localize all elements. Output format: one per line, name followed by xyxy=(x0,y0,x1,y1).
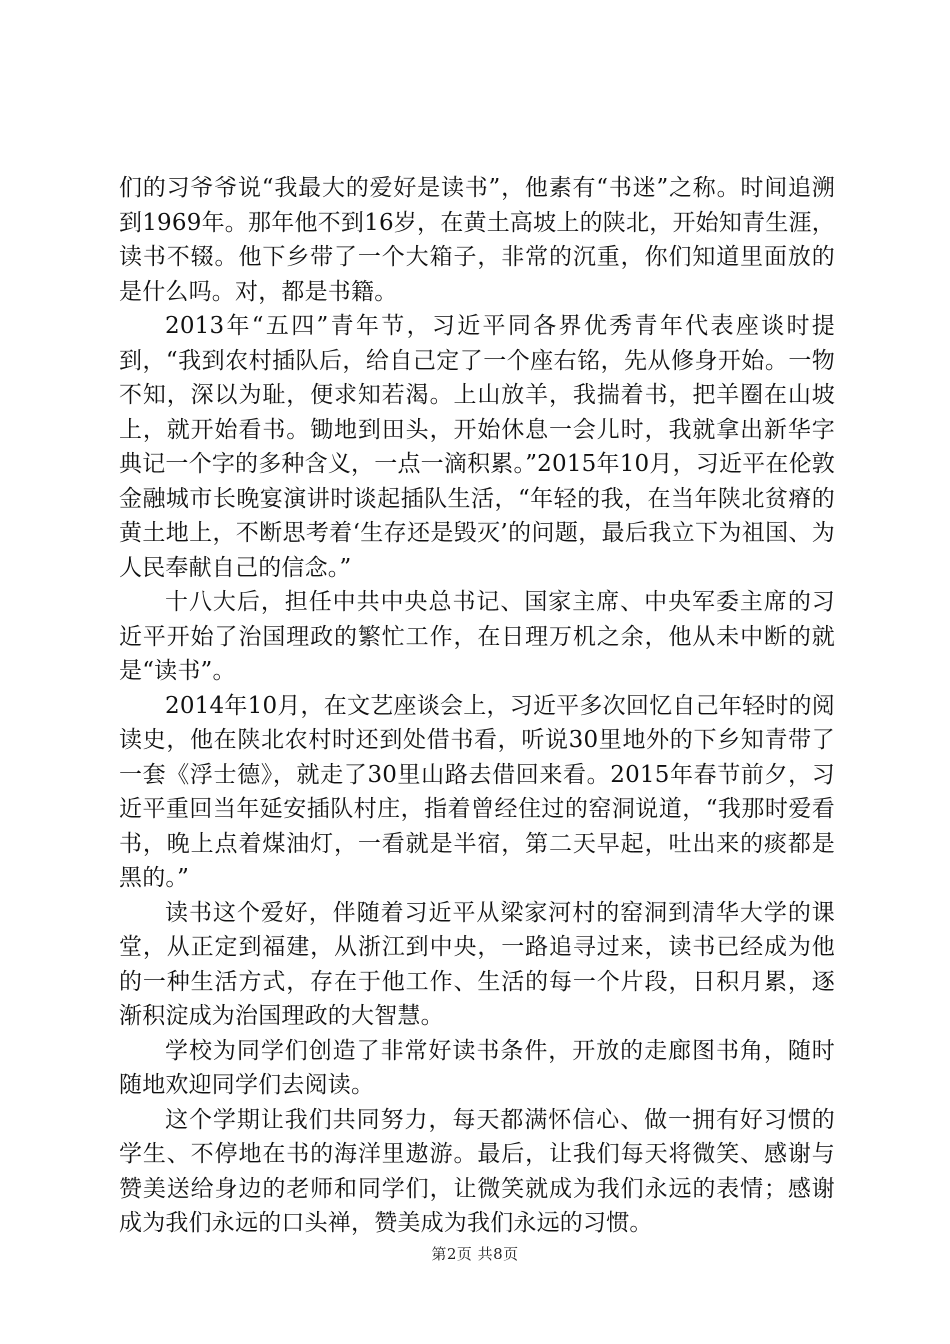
paragraph-4: 2014年10月，在文艺座谈会上，习近平多次回忆自己年轻时的阅读史，他在陕北农村时还到处借书看，听说30里地外的下乡知青带了一套《浮士德》，就走了30里山路去借回来看。2015年春节前夕，习近平重回当年延安插队村庄，指着曾经住过的窑洞说道，“我那时爱看书，晚上点着煤油灯，一看就是半宿，第二天早起，吐出来的痰都是黑的。” xyxy=(119,692,835,891)
page-number-label: 第2页 共8页 xyxy=(431,1245,519,1263)
paragraph-2: 2013年“五四”青年节，习近平同各界优秀青年代表座谈时提到，“我到农村插队后，给自己定了一个座右铭，先从修身开始。一物不知，深以为耻，便求知若渴。上山放羊，我揣着书，把羊圈在山坡上，就开始看书。锄地到田头，开始休息一会儿时，我就拿出新华字典记一个字的多种含义，一点一滴积累。”2015年10月，习近平在伦敦金融城市长晚宴演讲时谈起插队生活，“年轻的我，在当年陕北贫瘠的黄土地上，不断思考着‘生存还是毁灭’的问题，最后我立下为祖国、为人民奉献自己的信念。” xyxy=(119,313,835,581)
paragraph-3: 十八大后，担任中共中央总书记、国家主席、中央军委主席的习近平开始了治国理政的繁忙工作，在日理万机之余，他从未中断的就是“读书”。 xyxy=(119,589,835,684)
page-footer xyxy=(0,1243,950,1264)
paragraph-6: 学校为同学们创造了非常好读书条件，开放的走廊图书角，随时随地欢迎同学们去阅读。 xyxy=(119,1037,835,1098)
document-body xyxy=(119,171,835,1241)
paragraph-1: 们的习爷爷说“我最大的爱好是读书”，他素有“书迷”之称。时间追溯到1969年。那年他不到16岁，在黄土高坡上的陕北，开始知青生涯，读书不辍。他下乡带了一个大箱子，非常的沉重，你们知道里面放的是什么吗。对，都是书籍。 xyxy=(119,175,835,305)
paragraph-7: 这个学期让我们共同努力，每天都满怀信心、做一拥有好习惯的学生、不停地在书的海洋里遨游。最后，让我们每天将微笑、感谢与赞美送给身边的老师和同学们，让微笑就成为我们永远的表情；感谢成为我们永远的口头禅，赞美成为我们永远的习惯。 xyxy=(119,1106,835,1236)
paragraph-5: 读书这个爱好，伴随着习近平从梁家河村的窑洞到清华大学的课堂，从正定到福建，从浙江到中央，一路追寻过来，读书已经成为他的一种生活方式，存在于他工作、生活的每一个片段，日积月累，逐渐积淀成为治国理政的大智慧。 xyxy=(119,899,835,1029)
